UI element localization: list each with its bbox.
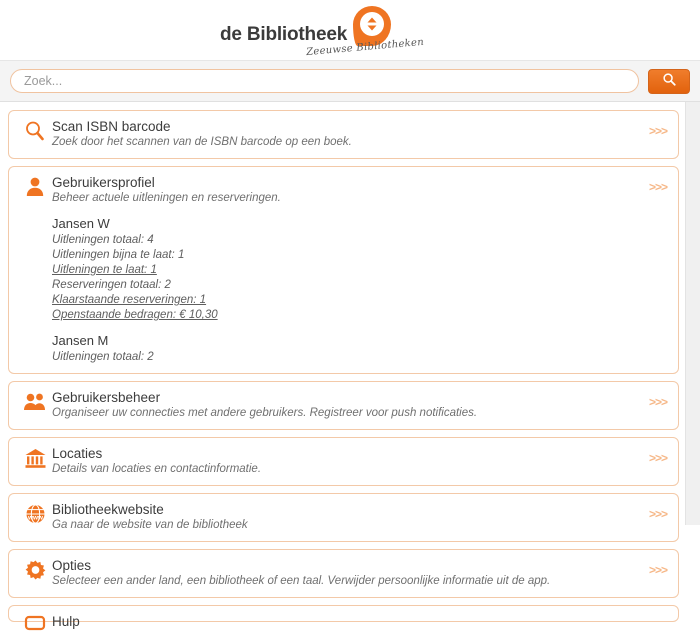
search-button[interactable] <box>648 69 690 94</box>
user-stat-link[interactable]: Openstaande bedragen: € 10,30 <box>52 309 218 321</box>
user-summary-jansen-w <box>52 215 669 323</box>
list-item-hulp[interactable] <box>8 605 679 629</box>
list-item-bibliotheekwebsite[interactable] <box>8 493 679 542</box>
list-item-title: Opties <box>52 558 92 573</box>
user-stat-link[interactable]: Uitleningen te laat: 1 <box>52 264 157 276</box>
user-summary-jansen-m <box>52 332 669 365</box>
chevron-forward-icon: >>> <box>648 507 667 521</box>
user-name: Jansen W <box>52 216 110 231</box>
list-item-subtitle: Beheer actuele uitleningen en reserveringen. <box>52 192 281 204</box>
list-item-gebruikersbeheer[interactable] <box>8 381 679 430</box>
user-stat: Uitleningen bijna te laat: 1 <box>52 249 185 261</box>
user-stat-link[interactable]: Klaarstaande reserveringen: 1 <box>52 294 207 306</box>
magnifier-icon <box>18 118 52 142</box>
bank-building-icon <box>18 445 52 469</box>
list-item-subtitle: Zoek door het scannen van de ISBN barcode op een boek. <box>52 136 352 148</box>
scroll-track[interactable] <box>685 102 700 525</box>
app-header <box>0 0 700 61</box>
search-bar <box>0 61 700 102</box>
logo-wordmark: de Bibliotheek <box>220 24 348 45</box>
user-stat: Uitleningen totaal: 4 <box>52 234 154 246</box>
list-item-subtitle: Details van locaties en contactinformatie. <box>52 463 262 475</box>
list-item-title: Locaties <box>52 446 103 461</box>
menu-list <box>0 102 700 629</box>
chevron-forward-icon: >>> <box>648 451 667 465</box>
list-item-title: Gebruikersprofiel <box>52 175 155 190</box>
brand-logo[interactable] <box>220 4 480 58</box>
list-item-title: Gebruikersbeheer <box>52 390 161 405</box>
list-item-scan-isbn[interactable] <box>8 110 679 159</box>
user-name: Jansen M <box>52 333 109 348</box>
search-icon <box>662 72 677 90</box>
user-icon <box>18 174 52 198</box>
list-item-subtitle: Ga naar de website van de bibliotheek <box>52 519 248 531</box>
list-item-opties[interactable] <box>8 549 679 598</box>
chevron-forward-icon: >>> <box>648 180 667 194</box>
user-stat: Uitleningen totaal: 2 <box>52 351 154 363</box>
list-item-gebruikersprofiel[interactable] <box>8 166 679 374</box>
gear-icon <box>18 557 52 581</box>
user-stat: Reserveringen totaal: 2 <box>52 279 171 291</box>
list-item-title: Hulp <box>52 614 80 629</box>
svg-text:www: www <box>27 514 43 522</box>
list-item-locaties[interactable] <box>8 437 679 486</box>
chevron-forward-icon: >>> <box>648 563 667 577</box>
help-icon <box>18 613 52 633</box>
users-group-icon <box>18 389 52 413</box>
list-item-title: Bibliotheekwebsite <box>52 502 164 517</box>
globe-www-icon <box>18 501 52 525</box>
logo-tagline: Zeeuwse Bibliotheken <box>305 36 425 59</box>
search-input[interactable] <box>10 69 639 93</box>
list-item-title: Scan ISBN barcode <box>52 119 171 134</box>
chevron-forward-icon: >>> <box>648 124 667 138</box>
chevron-forward-icon: >>> <box>648 395 667 409</box>
list-item-subtitle: Selecteer een ander land, een bibliotheek of een taal. Verwijder persoonlijke informatie uit de app. <box>52 575 551 587</box>
list-item-subtitle: Organiseer uw connecties met andere gebruikers. Registreer voor push notificaties. <box>52 407 478 419</box>
